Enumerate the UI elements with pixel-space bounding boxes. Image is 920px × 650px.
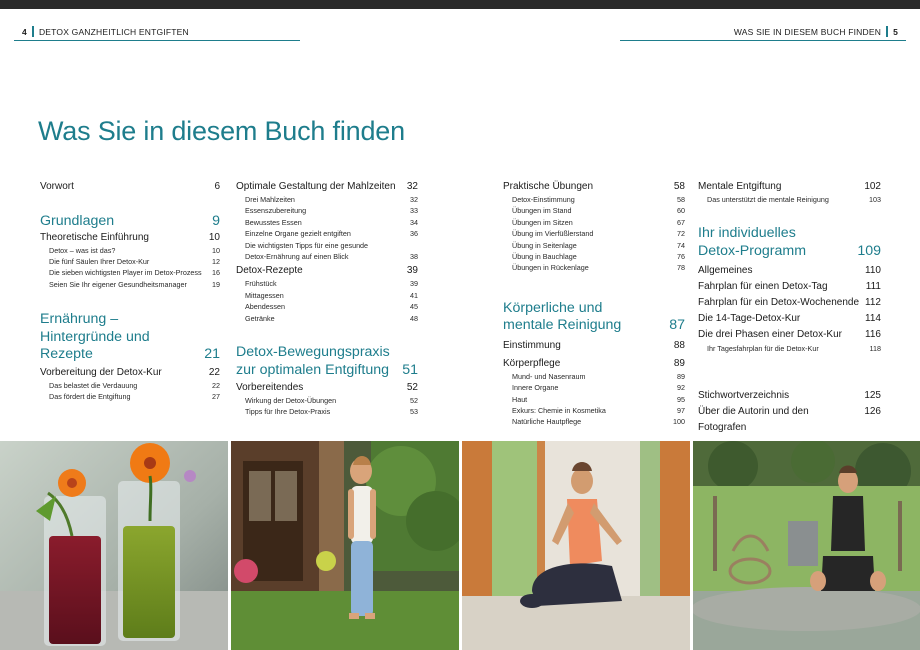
right-header-rule — [620, 40, 906, 41]
toc-subentry[interactable] — [503, 371, 685, 382]
toc-subentry-label: Drei Mahlzeiten — [245, 195, 295, 204]
toc-chapter-label-line2: Detox-Programm — [698, 242, 807, 259]
toc-chapter-label-line1: Körperliche und — [503, 299, 603, 316]
toc-subentry[interactable] — [236, 290, 418, 301]
toc-entry-page: 102 — [864, 181, 881, 192]
toc-subentry-page: 10 — [212, 245, 220, 255]
toc-subentry[interactable] — [236, 313, 418, 324]
toc-entry-label: Vorbereitendes — [236, 382, 304, 394]
toc-subentry-page: 39 — [410, 279, 418, 289]
toc-chapter[interactable] — [698, 225, 881, 260]
toc-column-2 — [236, 180, 418, 418]
toc-chapter[interactable] — [236, 344, 418, 379]
toc-chapter[interactable] — [40, 311, 220, 364]
left-header-title: DETOX GANZHEITLICH ENTGIFTEN — [38, 27, 189, 37]
toc-subentry-label: Übungen im Sitzen — [512, 217, 573, 227]
toc-subentry-label: Haut — [512, 394, 528, 404]
toc-subentry-page: 67 — [677, 217, 685, 227]
toc-subentry[interactable] — [236, 406, 418, 417]
toc-subentry-line[interactable] — [236, 240, 418, 251]
toc-subentry[interactable] — [698, 194, 881, 205]
toc-subentry[interactable] — [236, 228, 418, 239]
left-page-number: 4 — [22, 27, 27, 37]
toc-subentry-page: 34 — [410, 217, 418, 227]
page-title: Was Sie in diesem Buch finden — [38, 116, 405, 146]
toc-chapter-page: 9 — [212, 213, 220, 229]
photo-detox-juices — [0, 441, 228, 650]
toc-subentry[interactable] — [503, 262, 685, 273]
toc-entry-page: 111 — [865, 281, 881, 293]
toc-subentry[interactable] — [503, 217, 685, 228]
toc-subentry-page: 103 — [869, 195, 881, 204]
toc-entry-page: 112 — [865, 297, 881, 309]
toc-subentry-label: Mittagessen — [245, 290, 284, 300]
toc-subentry-page: 97 — [677, 406, 685, 416]
toc-subentry[interactable] — [503, 405, 685, 416]
toc-subentry-label: Exkurs: Chemie in Kosmetika — [512, 406, 606, 416]
toc-subentry[interactable] — [503, 394, 685, 405]
toc-subentry-label-line1: Die wichtigsten Tipps für eine gesunde — [245, 240, 369, 250]
toc-chapter-label-line1: Detox-Bewegungspraxis — [236, 344, 390, 361]
toc-entry-page: 39 — [406, 265, 418, 277]
toc-subentry[interactable] — [503, 228, 685, 239]
toc-subentry-label: Übung im Vierfüßlerstand — [512, 229, 594, 239]
header-separator — [32, 26, 34, 37]
toc-subentry[interactable] — [40, 267, 220, 278]
header-separator — [886, 26, 888, 37]
toc-entry-label: Vorwort — [40, 181, 74, 192]
photo-strip — [0, 441, 920, 650]
toc-subentry-label: Detox-Einstimmung — [512, 195, 575, 204]
toc-subentry[interactable] — [40, 279, 220, 290]
toc-chapter-label-line2: zur optimalen Entgiftung — [236, 361, 390, 378]
toc-subentry-page: 95 — [677, 394, 685, 404]
toc-subentry[interactable] — [503, 251, 685, 262]
toc-subentry-page: 16 — [212, 268, 220, 278]
toc-subentry-page: 33 — [410, 206, 418, 216]
toc-subentry[interactable] — [40, 391, 220, 402]
toc-subentry-page: 118 — [869, 344, 881, 354]
toc-entry[interactable] — [503, 339, 685, 353]
left-header-rule — [14, 40, 300, 41]
left-running-header — [22, 26, 189, 37]
toc-subentry[interactable] — [698, 343, 881, 354]
toc-chapter-page: 87 — [669, 317, 685, 334]
toc-entry[interactable] — [698, 327, 881, 343]
toc-entry[interactable] — [236, 180, 418, 194]
toc-subentry-label: Wirkung der Detox-Übungen — [245, 396, 337, 406]
toc-entry-page: 116 — [865, 329, 881, 341]
toc-chapter[interactable] — [40, 213, 220, 231]
toc-entry-label: Die drei Phasen einer Detox-Kur — [698, 329, 842, 341]
toc-entry-label: Praktische Übungen — [503, 181, 594, 192]
toc-chapter-label-line2: Hintergründe und Rezepte — [40, 328, 150, 363]
toc-subentry-page: 58 — [677, 195, 685, 204]
toc-subentry-label: Übung in Seitenlage — [512, 240, 577, 250]
toc-subentry[interactable] — [40, 245, 220, 256]
toc-subentry-label: Übungen im Stand — [512, 206, 572, 216]
toc-subentry-page: 27 — [212, 392, 220, 402]
right-page-number: 5 — [893, 27, 898, 37]
toc-entry-label: Allgemeines — [698, 265, 753, 277]
toc-entry-label: Fahrplan für einen Detox-Tag — [698, 281, 828, 293]
toc-subentry-label: Innere Organe — [512, 383, 559, 393]
toc-subentry-page: 78 — [677, 263, 685, 273]
toc-chapter-page: 109 — [857, 242, 881, 259]
toc-column-1 — [40, 180, 220, 402]
photo-woman-standing-garden — [231, 441, 459, 650]
toc-subentry-label: Übung in Bauchlage — [512, 252, 577, 262]
toc-subentry[interactable] — [236, 278, 418, 289]
toc-entry[interactable] — [698, 295, 881, 311]
toc-subentry-label: Ihr Tagesfahrplan für die Detox-Kur — [707, 344, 819, 354]
toc-entry-label: Vorbereitung der Detox-Kur — [40, 366, 162, 378]
toc-subentry-page: 92 — [677, 383, 685, 393]
toc-entry-page: 22 — [208, 366, 220, 378]
toc-subentry-label: Bewusstes Essen — [245, 217, 302, 227]
toc-entry[interactable] — [503, 357, 685, 371]
toc-entry-page: 32 — [406, 181, 418, 192]
toc-subentry[interactable] — [503, 194, 685, 205]
toc-subentry[interactable] — [40, 380, 220, 391]
toc-entry-page: 10 — [208, 231, 220, 243]
toc-subentry-label: Detox – was ist das? — [49, 245, 116, 255]
toc-chapter-label-line1: Ihr individuelles — [698, 225, 796, 242]
toc-entry[interactable] — [40, 231, 220, 245]
toc-entry[interactable] — [698, 404, 881, 436]
toc-entry[interactable] — [236, 264, 418, 278]
toc-subentry-label: Seien Sie Ihr eigener Gesundheitsmanager — [49, 279, 187, 289]
toc-subentry-page: 41 — [410, 290, 418, 300]
toc-column-3 — [503, 180, 685, 428]
toc-entry[interactable] — [236, 381, 418, 395]
toc-subentry[interactable] — [236, 205, 418, 216]
toc-subentry[interactable] — [503, 240, 685, 251]
right-running-header — [734, 26, 898, 37]
toc-entry[interactable] — [698, 279, 881, 295]
toc-entry[interactable] — [40, 366, 220, 380]
toc-entry-label: Über die Autorin und den Fotografen — [698, 405, 809, 433]
toc-entry-label: Die 14-Tage-Detox-Kur — [698, 313, 801, 325]
toc-chapter[interactable] — [503, 300, 685, 335]
toc-subentry[interactable] — [503, 382, 685, 393]
toc-entry-page: 6 — [214, 181, 220, 192]
toc-subentry-page: 76 — [677, 252, 685, 262]
toc-subentry-page: 48 — [410, 313, 418, 323]
toc-subentry[interactable] — [503, 205, 685, 216]
toc-subentry-label: Übungen in Rückenlage — [512, 263, 589, 273]
photo-woman-yoga-indoors — [462, 441, 690, 650]
toc-subentry-page: 60 — [677, 206, 685, 216]
toc-subentry-label: Das belastet die Verdauung — [49, 380, 138, 390]
toc-subentry-page: 100 — [673, 417, 685, 427]
toc-subentry-page: 72 — [677, 229, 685, 239]
toc-subentry-page: 74 — [677, 240, 685, 250]
toc-subentry-label: Essenszubereitung — [245, 206, 307, 216]
toc-subentry-label: Einzelne Organe gezielt entgiften — [245, 229, 351, 239]
toc-subentry-label: Das unterstützt die mentale Reinigung — [707, 195, 829, 204]
toc-subentry[interactable] — [236, 217, 418, 228]
toc-entry[interactable] — [698, 180, 881, 194]
toc-entry-label: Einstimmung — [503, 339, 561, 351]
toc-subentry-label: Natürliche Hautpflege — [512, 417, 582, 427]
toc-subentry[interactable] — [236, 301, 418, 312]
photo-woman-sitting-outdoors — [693, 441, 920, 650]
toc-entry-label: Theoretische Einführung — [40, 231, 149, 243]
toc-entry-page: 125 — [864, 389, 881, 401]
toc-entry[interactable] — [40, 180, 220, 194]
toc-subentry[interactable] — [236, 395, 418, 406]
top-edge — [0, 0, 920, 9]
toc-entry-page: 126 — [864, 405, 881, 417]
toc-entry-label: Detox-Rezepte — [236, 265, 303, 277]
toc-entry-label: Fahrplan für ein Detox-Wochenende — [698, 297, 860, 309]
toc-subentry[interactable] — [503, 416, 685, 427]
toc-subentry-label: Das fördert die Entgiftung — [49, 392, 131, 402]
toc-entry-page: 88 — [673, 339, 685, 351]
toc-subentry-label: Abendessen — [245, 302, 285, 312]
toc-subentry-page: 19 — [212, 279, 220, 289]
toc-subentry-page: 38 — [410, 252, 418, 262]
toc-entry-label: Stichwortverzeichnis — [698, 389, 790, 401]
toc-subentry-label: Die fünf Säulen Ihrer Detox-Kur — [49, 256, 150, 266]
toc-entry[interactable] — [503, 180, 685, 194]
toc-entry-page: 89 — [673, 357, 685, 369]
toc-entry[interactable] — [698, 311, 881, 327]
toc-subentry-label: Mund- und Nasenraum — [512, 371, 586, 381]
toc-column-4 — [698, 180, 881, 436]
toc-subentry-page: 22 — [212, 380, 220, 390]
toc-chapter-page: 21 — [204, 346, 220, 363]
toc-subentry-page: 36 — [410, 229, 418, 239]
toc-entry[interactable] — [698, 388, 881, 404]
toc-entry-page: 114 — [865, 313, 881, 325]
toc-chapter-label: Grundlagen — [40, 213, 115, 229]
toc-subentry-label-line2: Detox-Ernährung auf einen Blick — [245, 252, 349, 262]
toc-subentry[interactable] — [236, 251, 418, 262]
toc-subentry-page: 45 — [410, 302, 418, 312]
toc-subentry-page: 53 — [410, 407, 418, 417]
toc-subentry[interactable] — [40, 256, 220, 267]
right-header-title: WAS SIE IN DIESEM BUCH FINDEN — [733, 27, 882, 37]
toc-subentry-page: 12 — [212, 256, 220, 266]
toc-entry-label: Körperpflege — [503, 357, 561, 369]
toc-entry-label: Optimale Gestaltung der Mahlzeiten — [236, 181, 396, 192]
toc-subentry[interactable] — [236, 194, 418, 205]
toc-entry[interactable] — [698, 263, 881, 279]
toc-subentry-label: Frühstück — [245, 279, 277, 289]
toc-entry-page: 58 — [673, 181, 685, 192]
toc-subentry-label: Getränke — [245, 313, 275, 323]
toc-entry-label: Mentale Entgiftung — [698, 181, 782, 192]
toc-subentry-label: Tipps für Ihre Detox-Praxis — [245, 407, 331, 417]
toc-subentry-page: 52 — [410, 396, 418, 406]
toc-chapter-label-line1: Ernährung – — [40, 311, 119, 328]
toc-chapter-page: 51 — [402, 361, 418, 378]
toc-entry-page: 52 — [406, 382, 418, 394]
toc-subentry-page: 89 — [677, 371, 685, 381]
toc-subentry-label: Die sieben wichtigsten Player im Detox-Prozess — [49, 268, 202, 278]
toc-chapter-label-line2: mentale Reinigung — [503, 317, 622, 334]
toc-entry-page: 110 — [865, 265, 881, 277]
toc-subentry-page: 32 — [410, 195, 418, 204]
